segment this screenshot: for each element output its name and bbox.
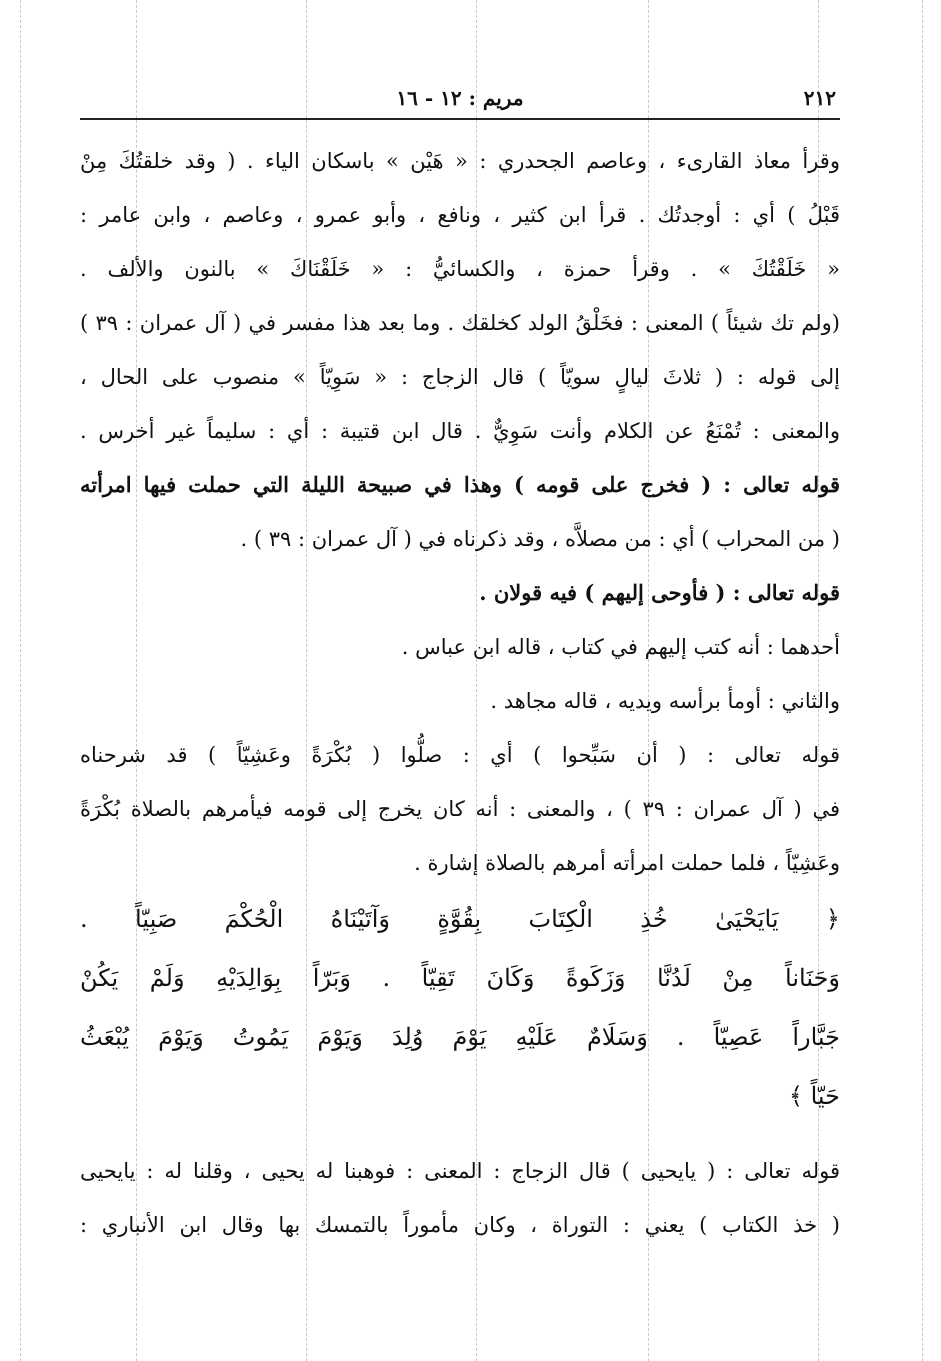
page-header (80, 70, 840, 120)
text-line: ( من المحراب ) أي : من مصلاَّه ، وقد ذكرناه في ( آل عمران : ٣٩ ) . (240, 527, 840, 551)
text-line: وقرأ معاذ القارىء ، وعاصم الجحدري : « هَيْن » باسكان الياء . ( وقد خلقتُكَ مِنْ (80, 149, 840, 173)
text-line: ( خذ الكتاب ) يعني : التوراة ، وكان مأموراً بالتمسك بها وقال ابن الأنباري : (80, 1213, 840, 1237)
quran-verse-block (80, 890, 840, 1126)
paragraph (80, 458, 840, 566)
paragraph (80, 1144, 840, 1252)
text-line: وعَشِيّاً ، فلما حملت امرأته أمرهم بالصلاة إشارة . (414, 851, 840, 875)
text-line: في ( آل عمران : ٣٩ ) ، والمعنى : أنه كان يخرج إلى قومه فيأمرهم بالصلاة بُكْرَةً (80, 797, 840, 821)
text-line: أحدهما : أنه كتب إليهم في كتاب ، قاله ابن عباس . (401, 635, 840, 659)
verse-line: ﴿ يَايَحْيَىٰ خُذِ الْكِتَابَ بِقُوَّةٍ وَآتَيْنَاهُ الْحُكْمَ صَبِيّاً . (80, 905, 840, 933)
text-line: قوله تعالى : ( فأوحى إليهم ) فيه قولان . (479, 580, 840, 605)
guide-line (20, 0, 21, 1361)
verse-line: وَحَنَاناً مِنْ لَدُنَّا وَزَكَوةً وَكَانَ تَقِيّاً . وَبَرّاً بِوَالِدَيْهِ وَلَمْ يَكُنْ (80, 964, 840, 992)
spacer (80, 1126, 840, 1144)
page-body (80, 120, 840, 1252)
verse-line: جَبَّاراً عَصِيّاً . وَسَلَامٌ عَلَيْهِ يَوْمَ وُلِدَ وَيَوْمَ يَمُوتُ وَيَوْمَ يُبْعَثُ (80, 1023, 840, 1051)
text-line: والثاني : أومأ برأسه ويديه ، قاله مجاهد . (490, 689, 840, 713)
running-title: مريم : ١٢ - ١٦ (396, 86, 524, 110)
text-line: (ولم تك شيئاً ) المعنى : فخَلْقُ الولد كخلقك . وما بعد هذا مفسر في ( آل عمران : ٣٩ ) (80, 311, 840, 335)
paragraph (80, 728, 840, 890)
text-line: « خَلَقْتُكَ » . وقرأ حمزة ، والكسائيُّ : « خَلَقْنَاكَ » بالنون والألف . (80, 257, 840, 281)
page-number: ٢١٢ (803, 86, 836, 110)
book-page (80, 70, 840, 1252)
paragraph (80, 674, 840, 728)
paragraph (80, 134, 840, 458)
text-line: قوله تعالى : ( فخرج على قومه ) وهذا في صبيحة الليلة التي حملت فيها امرأته (80, 472, 840, 497)
text-line: قوله تعالى : ( يايحيى ) قال الزجاج : المعنى : فوهبنا له يحيى ، وقلنا له : يايحيى (80, 1159, 840, 1183)
verse-line: حَيّاً ﴾ (788, 1082, 840, 1110)
paragraph (80, 620, 840, 674)
text-line: إلى قوله : ( ثلاثَ ليالٍ سويّاً ) قال الزجاج : « سَوِيّاً » منصوب على الحال ، (80, 365, 840, 389)
text-line: قَبْلُ ) أي : أوجدتُك . قرأ ابن كثير ، ونافع ، وأبو عمرو ، وعاصم ، وابن عامر : (80, 203, 840, 227)
text-line: والمعنى : تُمْنَعُ عن الكلام وأنت سَوِيٌّ . قال ابن قتيبة : أي : سليماً غير أخرس . (80, 419, 840, 443)
paragraph (80, 566, 840, 620)
guide-line (922, 0, 923, 1361)
text-line: قوله تعالى : ( أن سَبِّحوا ) أي : صلُّوا ( بُكْرَةً وعَشِيّاً ) قد شرحناه (80, 743, 840, 767)
